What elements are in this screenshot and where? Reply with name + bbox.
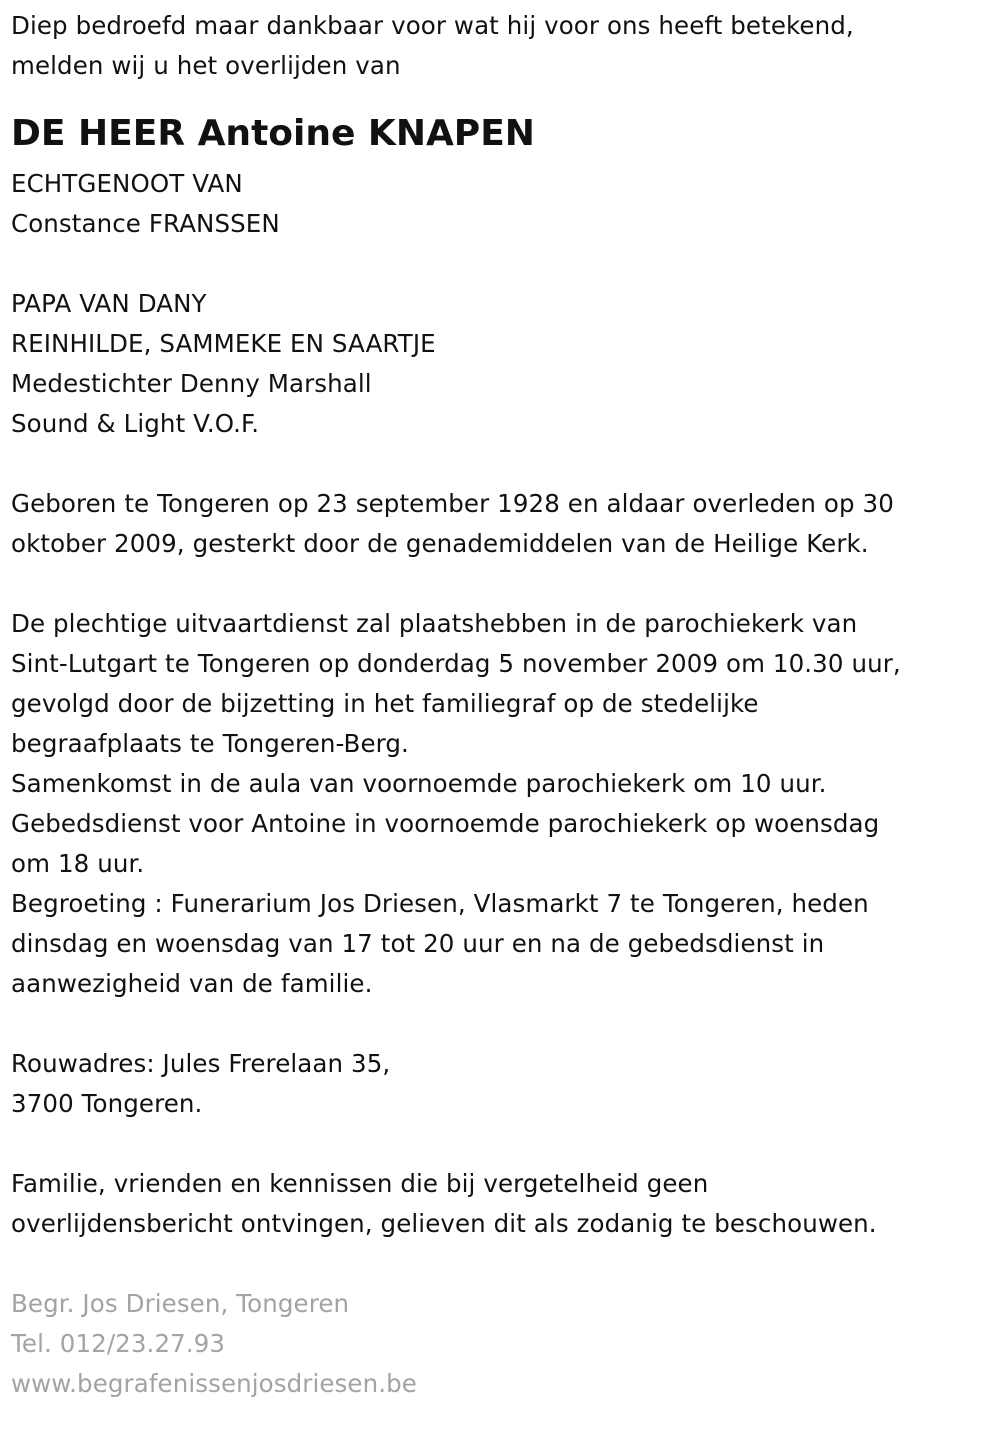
- spouse-line: ECHTGENOOT VAN: [11, 169, 243, 198]
- obituary-document: [11, 6, 991, 1404]
- spouse-section: [11, 164, 991, 244]
- service-line: Gebedsdienst voor Antoine in voornoemde parochiekerk op woensdag: [11, 809, 880, 838]
- spacer: [11, 1004, 991, 1044]
- spacer: [11, 1244, 991, 1284]
- footer-phone: Tel. 012/23.27.93: [11, 1329, 226, 1358]
- family-line: REINHILDE, SAMMEKE EN SAARTJE: [11, 329, 436, 358]
- family-line: Medestichter Denny Marshall: [11, 369, 372, 398]
- service-line: De plechtige uitvaartdienst zal plaatshebben in de parochiekerk van: [11, 609, 858, 638]
- notice-section: [11, 1164, 991, 1244]
- spacer: [11, 444, 991, 484]
- deceased-name: DE HEER Antoine KNAPEN: [11, 113, 535, 154]
- service-line: om 18 uur.: [11, 849, 145, 878]
- intro-line: melden wij u het overlijden van: [11, 51, 401, 80]
- service-line: aanwezigheid van de familie.: [11, 969, 373, 998]
- address-section: [11, 1044, 991, 1124]
- footer-website-link[interactable]: www.begrafenissenjosdriesen.be: [11, 1369, 417, 1398]
- service-line: Sint-Lutgart te Tongeren op donderdag 5 november 2009 om 10.30 uur,: [11, 649, 901, 678]
- service-line: Samenkomst in de aula van voornoemde parochiekerk om 10 uur.: [11, 769, 827, 798]
- service-line: Begroeting : Funerarium Jos Driesen, Vlasmarkt 7 te Tongeren, heden: [11, 889, 869, 918]
- family-section: [11, 284, 991, 444]
- service-line: gevolgd door de bijzetting in het familiegraf op de stedelijke: [11, 689, 759, 718]
- service-line: dinsdag en woensdag van 17 tot 20 uur en na de gebedsdienst in: [11, 929, 825, 958]
- birth-death-line: Geboren te Tongeren op 23 september 1928 en aldaar overleden op 30: [11, 489, 894, 518]
- notice-line: overlijdensbericht ontvingen, gelieven dit als zodanig te beschouwen.: [11, 1209, 877, 1238]
- spacer: [11, 1124, 991, 1164]
- spacer: [11, 244, 991, 284]
- footer-section: [11, 1284, 991, 1404]
- address-line: 3700 Tongeren.: [11, 1089, 203, 1118]
- birth-death-line: oktober 2009, gesterkt door de genademiddelen van de Heilige Kerk.: [11, 529, 869, 558]
- footer-company: Begr. Jos Driesen, Tongeren: [11, 1289, 350, 1318]
- notice-line: Familie, vrienden en kennissen die bij vergetelheid geen: [11, 1169, 709, 1198]
- address-line: Rouwadres: Jules Frerelaan 35,: [11, 1049, 391, 1078]
- service-line: begraafplaats te Tongeren-Berg.: [11, 729, 409, 758]
- family-line: Sound & Light V.O.F.: [11, 409, 260, 438]
- birth-death-section: [11, 484, 991, 564]
- intro-line: Diep bedroefd maar dankbaar voor wat hij voor ons heeft betekend,: [11, 11, 854, 40]
- service-section: [11, 604, 991, 1004]
- intro-section: [11, 6, 991, 86]
- family-line: PAPA VAN DANY: [11, 289, 207, 318]
- spouse-line: Constance FRANSSEN: [11, 209, 280, 238]
- spacer: [11, 564, 991, 604]
